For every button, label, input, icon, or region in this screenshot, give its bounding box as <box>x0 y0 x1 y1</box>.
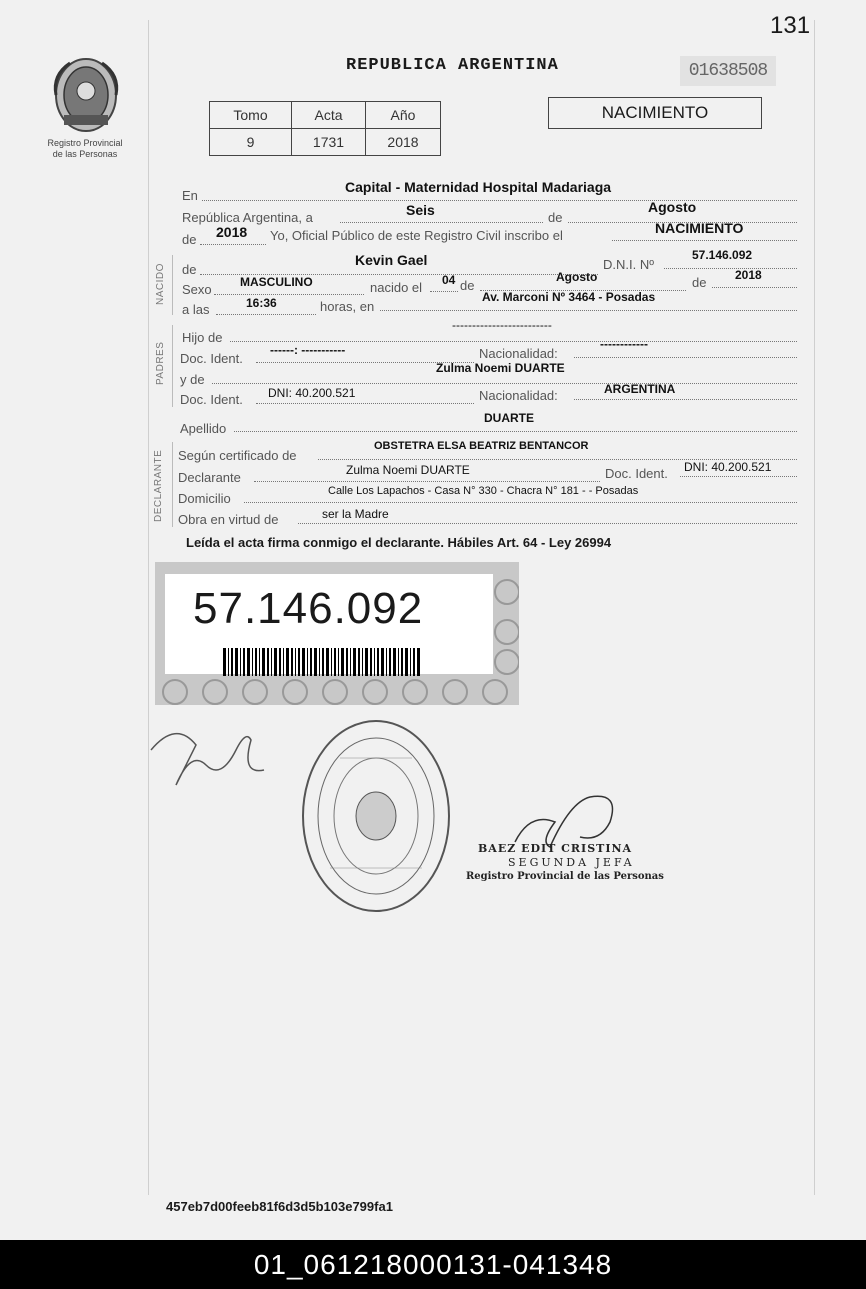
value-dia: Seis <box>406 202 435 218</box>
sticker-dni-number: 57.146.092 <box>193 584 424 633</box>
label-republica: República Argentina, a <box>182 210 313 225</box>
margin-line-left <box>148 20 149 1195</box>
official-office: Registro Provincial de las Personas <box>466 871 664 882</box>
dotted-line <box>230 341 797 342</box>
value-madre: Zulma Noemi DUARTE <box>436 361 565 375</box>
official-name: BAEZ EDIT CRISTINA <box>478 842 633 855</box>
value-padre-nac: ------------ <box>600 337 648 351</box>
dotted-line <box>202 200 797 201</box>
serial-number: 01638508 <box>680 56 776 86</box>
label-declarante: Declarante <box>178 470 241 485</box>
label-sexo: Sexo <box>182 282 212 297</box>
dni-sticker <box>155 562 519 705</box>
value-nombre: Kevin Gael <box>355 252 428 268</box>
document-hash: 457eb7d00feeb81f6d3d5b103e799fa1 <box>166 1199 393 1214</box>
label-segun: Según certificado de <box>178 448 297 463</box>
dotted-line <box>214 294 364 295</box>
side-label-padres: PADRES <box>155 341 166 385</box>
value-hora: 16:36 <box>246 296 277 310</box>
official-seal <box>300 718 452 914</box>
barcode <box>223 648 423 676</box>
dotted-line <box>612 240 797 241</box>
value-anio: 2018 <box>216 224 248 240</box>
label-y-de: y de <box>180 372 205 387</box>
label-hijo-de: Hijo de <box>182 330 223 345</box>
margin-line-right <box>814 20 815 1195</box>
logo-caption: Registro Provincial de las Personas <box>47 138 123 159</box>
dotted-line <box>574 357 797 358</box>
section-divider <box>172 442 173 527</box>
dotted-line <box>664 268 797 269</box>
label-a-las: a las <box>182 302 210 317</box>
value-obra: ser la Madre <box>322 507 389 521</box>
label-domicilio: Domicilio <box>178 491 231 506</box>
label-doc-ident-1: Doc. Ident. <box>180 351 243 366</box>
label-doc-ident-3: Doc. Ident. <box>605 466 668 481</box>
section-divider <box>172 325 173 407</box>
label-de-mes: de <box>460 278 475 293</box>
value-padre: ------------------------- <box>452 318 552 332</box>
value-lugar: Capital - Maternidad Hospital Madariaga <box>345 179 612 195</box>
dotted-line <box>298 523 797 524</box>
dotted-line <box>244 502 797 503</box>
label-nacionalidad-1: Nacionalidad: <box>479 346 558 361</box>
value-anio-nac: 2018 <box>735 268 762 282</box>
section-divider <box>172 255 173 315</box>
label-doc-ident-2: Doc. Ident. <box>180 392 243 407</box>
label-en: En <box>182 188 198 203</box>
value-madre-doc: DNI: 40.200.521 <box>268 386 356 400</box>
value-madre-nac: ARGENTINA <box>604 382 676 396</box>
label-nacionalidad-2: Nacionalidad: <box>479 388 558 403</box>
dotted-line <box>212 383 797 384</box>
page-number: 131 <box>770 12 811 39</box>
value-dni: 57.146.092 <box>692 248 753 262</box>
label-nacido-el: nacido el <box>370 280 423 295</box>
dotted-line <box>680 476 797 477</box>
value-mes-nac: Agosto <box>556 270 598 284</box>
header-acta: Acta <box>292 102 366 129</box>
value-inscribe: NACIMIENTO <box>655 220 744 236</box>
label-de-anio: de <box>692 275 707 290</box>
label-dni: D.N.I. Nº <box>603 257 654 272</box>
label-horas-en: horas, en <box>320 299 375 314</box>
dotted-line <box>234 431 797 432</box>
dotted-line <box>574 399 797 400</box>
sticker-label <box>165 574 493 674</box>
dotted-line <box>430 291 458 292</box>
registry-table <box>209 101 441 156</box>
value-lugar-nac: Av. Marconi Nº 3464 - Posadas <box>482 290 656 304</box>
header-anio: Año <box>366 102 441 129</box>
declarant-signature <box>146 720 266 790</box>
province-logo <box>50 55 122 135</box>
value-dia-nac: 04 <box>442 273 456 287</box>
document-title: REPUBLICA ARGENTINA <box>346 56 559 75</box>
value-mes: Agosto <box>648 199 697 215</box>
value-certificado: OBSTETRA ELSA BEATRIZ BENTANCOR <box>374 440 589 452</box>
value-declarante-doc: DNI: 40.200.521 <box>684 460 772 474</box>
footer-id: 01_061218000131-041348 <box>0 1240 866 1289</box>
dotted-line <box>712 287 797 288</box>
official-role: SEGUNDA JEFA <box>508 856 635 869</box>
value-sexo: MASCULINO <box>240 275 313 289</box>
label-obra: Obra en virtud de <box>178 512 279 527</box>
header-tomo: Tomo <box>210 102 292 129</box>
side-label-nacido: NACIDO <box>155 263 166 305</box>
side-label-declarante: DECLARANTE <box>153 449 164 522</box>
value-domicilio: Calle Los Lapachos - Casa N° 330 - Chacra N° 181 - - Posadas <box>328 485 639 497</box>
value-acta: 1731 <box>292 129 366 156</box>
value-declarante: Zulma Noemi DUARTE <box>346 463 470 477</box>
label-de2: de <box>182 232 197 247</box>
dotted-line <box>256 403 474 404</box>
value-anio: 2018 <box>366 129 441 156</box>
label-apellido: Apellido <box>180 421 227 436</box>
dotted-line <box>216 314 316 315</box>
dotted-line <box>200 244 266 245</box>
value-tomo: 9 <box>210 129 292 156</box>
value-apellido: DUARTE <box>484 411 534 425</box>
label-de: de <box>548 210 563 225</box>
dotted-line <box>340 222 543 223</box>
label-de-nombre: de <box>182 262 197 277</box>
act-type-box: NACIMIENTO <box>548 97 762 129</box>
value-padre-doc: ------: ----------- <box>270 343 346 357</box>
official-block <box>466 842 664 884</box>
dotted-line <box>380 310 797 311</box>
closing-statement: Leída el acta firma conmigo el declarante. Hábiles Art. 64 - Ley 26994 <box>186 535 612 550</box>
dotted-line <box>254 481 600 482</box>
label-yo: Yo, Oficial Público de este Registro Civil inscribo el <box>270 228 563 243</box>
